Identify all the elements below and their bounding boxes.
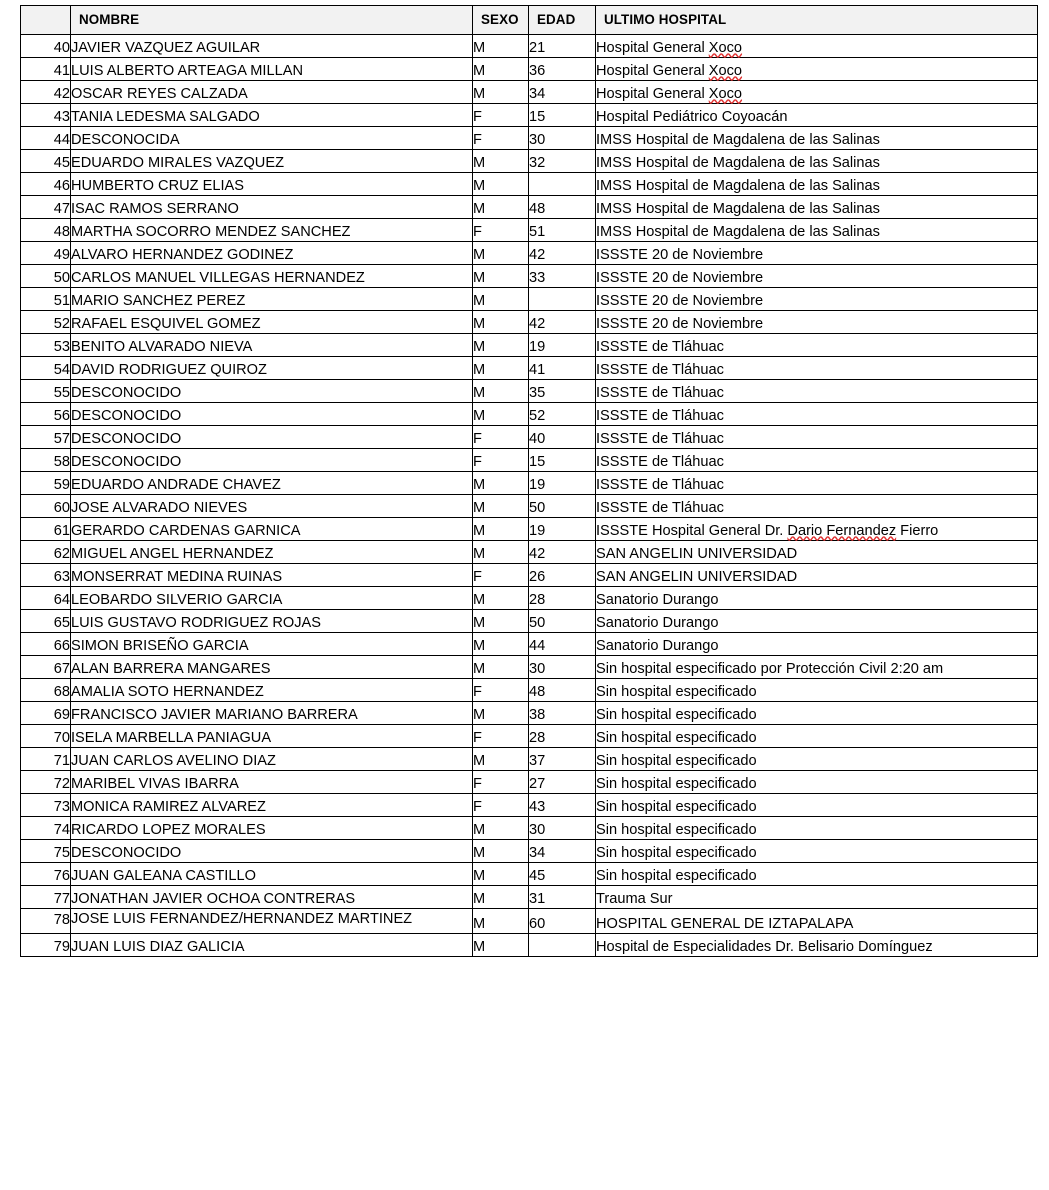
table-row xyxy=(21,817,1038,840)
cell-sexo: M xyxy=(473,587,529,610)
cell-nombre: DAVID RODRIGUEZ QUIROZ xyxy=(71,357,473,380)
cell-sexo: F xyxy=(473,127,529,150)
table-header xyxy=(21,6,1038,35)
cell-nombre: HUMBERTO CRUZ ELIAS xyxy=(71,173,473,196)
cell-nombre: RAFAEL ESQUIVEL GOMEZ xyxy=(71,311,473,334)
column-header-index xyxy=(21,6,71,35)
cell-edad: 21 xyxy=(529,35,596,58)
cell-edad: 26 xyxy=(529,564,596,587)
cell-ultimo-hospital: IMSS Hospital de Magdalena de las Salinas xyxy=(596,127,1038,150)
cell-nombre: JOSE LUIS FERNANDEZ/HERNANDEZ MARTINEZ xyxy=(71,909,473,934)
cell-nombre: EDUARDO MIRALES VAZQUEZ xyxy=(71,150,473,173)
cell-ultimo-hospital: Sanatorio Durango xyxy=(596,587,1038,610)
table-container xyxy=(20,5,1037,957)
cell-ultimo-hospital: HOSPITAL GENERAL DE IZTAPALAPA xyxy=(596,909,1038,934)
cell-index: 47 xyxy=(21,196,71,219)
table-row xyxy=(21,863,1038,886)
cell-nombre: JUAN CARLOS AVELINO DIAZ xyxy=(71,748,473,771)
cell-sexo: M xyxy=(473,35,529,58)
table-row xyxy=(21,886,1038,909)
cell-edad: 36 xyxy=(529,58,596,81)
cell-sexo: M xyxy=(473,150,529,173)
column-header-edad: EDAD xyxy=(529,6,596,35)
cell-index: 50 xyxy=(21,265,71,288)
cell-sexo: M xyxy=(473,610,529,633)
cell-edad: 19 xyxy=(529,472,596,495)
cell-ultimo-hospital: Sin hospital especificado xyxy=(596,817,1038,840)
cell-index: 53 xyxy=(21,334,71,357)
cell-edad: 45 xyxy=(529,863,596,886)
cell-edad: 33 xyxy=(529,265,596,288)
table-row xyxy=(21,104,1038,127)
cell-sexo: F xyxy=(473,794,529,817)
cell-edad: 15 xyxy=(529,449,596,472)
cell-sexo: M xyxy=(473,840,529,863)
cell-nombre: ALVARO HERNANDEZ GODINEZ xyxy=(71,242,473,265)
table-row xyxy=(21,909,1038,934)
cell-ultimo-hospital: ISSSTE de Tláhuac xyxy=(596,380,1038,403)
cell-index: 73 xyxy=(21,794,71,817)
cell-ultimo-hospital: ISSSTE de Tláhuac xyxy=(596,357,1038,380)
spellcheck-underline: Xoco xyxy=(708,85,743,102)
cell-sexo: M xyxy=(473,380,529,403)
table-row xyxy=(21,564,1038,587)
cell-nombre: TANIA LEDESMA SALGADO xyxy=(71,104,473,127)
cell-edad: 42 xyxy=(529,541,596,564)
table-row xyxy=(21,794,1038,817)
cell-ultimo-hospital: IMSS Hospital de Magdalena de las Salinas xyxy=(596,150,1038,173)
cell-edad: 34 xyxy=(529,81,596,104)
cell-sexo: M xyxy=(473,495,529,518)
cell-index: 64 xyxy=(21,587,71,610)
cell-edad: 40 xyxy=(529,426,596,449)
cell-edad xyxy=(529,288,596,311)
cell-nombre: FRANCISCO JAVIER MARIANO BARRERA xyxy=(71,702,473,725)
cell-edad xyxy=(529,173,596,196)
cell-edad: 32 xyxy=(529,150,596,173)
table-row xyxy=(21,656,1038,679)
cell-nombre: BENITO ALVARADO NIEVA xyxy=(71,334,473,357)
cell-edad: 30 xyxy=(529,817,596,840)
cell-sexo: M xyxy=(473,334,529,357)
cell-nombre: JONATHAN JAVIER OCHOA CONTRERAS xyxy=(71,886,473,909)
cell-ultimo-hospital: Sanatorio Durango xyxy=(596,610,1038,633)
cell-ultimo-hospital: Sin hospital especificado xyxy=(596,863,1038,886)
table-row xyxy=(21,587,1038,610)
cell-sexo: M xyxy=(473,472,529,495)
table-row xyxy=(21,840,1038,863)
cell-ultimo-hospital: Hospital General Xoco xyxy=(596,58,1038,81)
cell-sexo: F xyxy=(473,564,529,587)
cell-edad: 41 xyxy=(529,357,596,380)
cell-ultimo-hospital: Sin hospital especificado xyxy=(596,702,1038,725)
cell-nombre: JOSE ALVARADO NIEVES xyxy=(71,495,473,518)
cell-sexo: M xyxy=(473,311,529,334)
cell-ultimo-hospital: ISSSTE 20 de Noviembre xyxy=(596,242,1038,265)
cell-nombre: ALAN BARRERA MANGARES xyxy=(71,656,473,679)
cell-nombre: ISELA MARBELLA PANIAGUA xyxy=(71,725,473,748)
cell-nombre: DESCONOCIDO xyxy=(71,449,473,472)
cell-ultimo-hospital: Sin hospital especificado xyxy=(596,725,1038,748)
cell-index: 65 xyxy=(21,610,71,633)
cell-edad: 50 xyxy=(529,610,596,633)
spellcheck-underline: Dario Fernandez xyxy=(787,522,897,539)
cell-nombre: JAVIER VAZQUEZ AGUILAR xyxy=(71,35,473,58)
table-row xyxy=(21,334,1038,357)
cell-nombre: OSCAR REYES CALZADA xyxy=(71,81,473,104)
cell-nombre: MARTHA SOCORRO MENDEZ SANCHEZ xyxy=(71,219,473,242)
cell-ultimo-hospital: ISSSTE de Tláhuac xyxy=(596,334,1038,357)
victims-table xyxy=(20,5,1038,957)
cell-index: 54 xyxy=(21,357,71,380)
cell-index: 57 xyxy=(21,426,71,449)
table-row xyxy=(21,242,1038,265)
cell-ultimo-hospital: ISSSTE 20 de Noviembre xyxy=(596,288,1038,311)
cell-ultimo-hospital: Hospital General Xoco xyxy=(596,81,1038,104)
cell-index: 78 xyxy=(21,909,71,934)
table-row xyxy=(21,173,1038,196)
cell-ultimo-hospital: Sin hospital especificado xyxy=(596,840,1038,863)
cell-edad: 27 xyxy=(529,771,596,794)
cell-edad: 42 xyxy=(529,242,596,265)
cell-edad: 28 xyxy=(529,725,596,748)
cell-index: 68 xyxy=(21,679,71,702)
table-row xyxy=(21,403,1038,426)
column-header-nombre: NOMBRE xyxy=(71,6,473,35)
cell-edad: 35 xyxy=(529,380,596,403)
cell-edad: 38 xyxy=(529,702,596,725)
cell-edad: 37 xyxy=(529,748,596,771)
cell-nombre: MARIO SANCHEZ PEREZ xyxy=(71,288,473,311)
cell-index: 62 xyxy=(21,541,71,564)
cell-edad xyxy=(529,934,596,957)
cell-edad: 30 xyxy=(529,656,596,679)
table-row xyxy=(21,357,1038,380)
cell-sexo: F xyxy=(473,679,529,702)
cell-index: 70 xyxy=(21,725,71,748)
cell-ultimo-hospital: IMSS Hospital de Magdalena de las Salinas xyxy=(596,219,1038,242)
cell-sexo: M xyxy=(473,58,529,81)
table-row xyxy=(21,633,1038,656)
cell-nombre: SIMON BRISEÑO GARCIA xyxy=(71,633,473,656)
table-row xyxy=(21,541,1038,564)
cell-index: 59 xyxy=(21,472,71,495)
cell-ultimo-hospital: ISSSTE de Tláhuac xyxy=(596,495,1038,518)
cell-sexo: F xyxy=(473,771,529,794)
cell-nombre: MARIBEL VIVAS IBARRA xyxy=(71,771,473,794)
cell-index: 60 xyxy=(21,495,71,518)
cell-nombre: JUAN GALEANA CASTILLO xyxy=(71,863,473,886)
cell-index: 44 xyxy=(21,127,71,150)
table-row xyxy=(21,311,1038,334)
table-row xyxy=(21,934,1038,957)
cell-nombre: AMALIA SOTO HERNANDEZ xyxy=(71,679,473,702)
cell-index: 45 xyxy=(21,150,71,173)
table-row xyxy=(21,472,1038,495)
cell-ultimo-hospital: ISSSTE de Tláhuac xyxy=(596,426,1038,449)
table-row xyxy=(21,725,1038,748)
cell-index: 42 xyxy=(21,81,71,104)
cell-index: 63 xyxy=(21,564,71,587)
cell-ultimo-hospital: SAN ANGELIN UNIVERSIDAD xyxy=(596,564,1038,587)
spellcheck-underline: Xoco xyxy=(708,39,743,56)
cell-edad: 43 xyxy=(529,794,596,817)
table-row xyxy=(21,219,1038,242)
cell-sexo: M xyxy=(473,357,529,380)
table-row xyxy=(21,771,1038,794)
cell-sexo: M xyxy=(473,196,529,219)
cell-ultimo-hospital: ISSSTE Hospital General Dr. Dario Fernandez Fierro xyxy=(596,518,1038,541)
table-body xyxy=(21,35,1038,957)
cell-index: 77 xyxy=(21,886,71,909)
table-row xyxy=(21,449,1038,472)
cell-sexo: M xyxy=(473,173,529,196)
cell-edad: 34 xyxy=(529,840,596,863)
cell-nombre: LEOBARDO SILVERIO GARCIA xyxy=(71,587,473,610)
cell-ultimo-hospital: Sanatorio Durango xyxy=(596,633,1038,656)
cell-edad: 50 xyxy=(529,495,596,518)
cell-nombre: DESCONOCIDO xyxy=(71,426,473,449)
table-row xyxy=(21,196,1038,219)
cell-sexo: M xyxy=(473,909,529,934)
cell-nombre: DESCONOCIDA xyxy=(71,127,473,150)
cell-index: 55 xyxy=(21,380,71,403)
cell-sexo: M xyxy=(473,934,529,957)
cell-sexo: M xyxy=(473,633,529,656)
cell-index: 76 xyxy=(21,863,71,886)
cell-ultimo-hospital: ISSSTE de Tláhuac xyxy=(596,449,1038,472)
column-header-ultimo-hospital: ULTIMO HOSPITAL xyxy=(596,6,1038,35)
cell-sexo: M xyxy=(473,541,529,564)
cell-nombre: DESCONOCIDO xyxy=(71,403,473,426)
cell-nombre: EDUARDO ANDRADE CHAVEZ xyxy=(71,472,473,495)
table-row xyxy=(21,150,1038,173)
cell-sexo: M xyxy=(473,886,529,909)
cell-index: 46 xyxy=(21,173,71,196)
cell-nombre: GERARDO CARDENAS GARNICA xyxy=(71,518,473,541)
cell-ultimo-hospital: Hospital de Especialidades Dr. Belisario Domínguez xyxy=(596,934,1038,957)
header-row xyxy=(21,6,1038,35)
cell-ultimo-hospital: ISSSTE 20 de Noviembre xyxy=(596,265,1038,288)
cell-nombre: DESCONOCIDO xyxy=(71,840,473,863)
cell-sexo: M xyxy=(473,403,529,426)
cell-edad: 42 xyxy=(529,311,596,334)
cell-edad: 52 xyxy=(529,403,596,426)
cell-edad: 44 xyxy=(529,633,596,656)
cell-index: 71 xyxy=(21,748,71,771)
cell-nombre: ISAC RAMOS SERRANO xyxy=(71,196,473,219)
cell-edad: 30 xyxy=(529,127,596,150)
cell-edad: 19 xyxy=(529,334,596,357)
cell-sexo: M xyxy=(473,242,529,265)
cell-sexo: M xyxy=(473,702,529,725)
table-row xyxy=(21,58,1038,81)
cell-edad: 48 xyxy=(529,679,596,702)
table-row xyxy=(21,518,1038,541)
cell-sexo: F xyxy=(473,449,529,472)
cell-nombre: MONICA RAMIREZ ALVAREZ xyxy=(71,794,473,817)
table-row xyxy=(21,288,1038,311)
cell-sexo: M xyxy=(473,265,529,288)
cell-ultimo-hospital: Sin hospital especificado xyxy=(596,679,1038,702)
cell-ultimo-hospital: ISSSTE de Tláhuac xyxy=(596,403,1038,426)
table-row xyxy=(21,380,1038,403)
cell-index: 41 xyxy=(21,58,71,81)
cell-nombre: LUIS GUSTAVO RODRIGUEZ ROJAS xyxy=(71,610,473,633)
cell-edad: 15 xyxy=(529,104,596,127)
cell-index: 49 xyxy=(21,242,71,265)
cell-sexo: F xyxy=(473,725,529,748)
cell-edad: 48 xyxy=(529,196,596,219)
cell-ultimo-hospital: IMSS Hospital de Magdalena de las Salinas xyxy=(596,196,1038,219)
cell-edad: 19 xyxy=(529,518,596,541)
cell-index: 67 xyxy=(21,656,71,679)
cell-edad: 51 xyxy=(529,219,596,242)
cell-sexo: M xyxy=(473,518,529,541)
cell-ultimo-hospital: SAN ANGELIN UNIVERSIDAD xyxy=(596,541,1038,564)
cell-ultimo-hospital: IMSS Hospital de Magdalena de las Salinas xyxy=(596,173,1038,196)
cell-nombre: RICARDO LOPEZ MORALES xyxy=(71,817,473,840)
cell-sexo: F xyxy=(473,426,529,449)
cell-index: 43 xyxy=(21,104,71,127)
cell-ultimo-hospital: Sin hospital especificado por Protección Civil 2:20 am xyxy=(596,656,1038,679)
table-row xyxy=(21,748,1038,771)
cell-nombre: LUIS ALBERTO ARTEAGA MILLAN xyxy=(71,58,473,81)
cell-sexo: F xyxy=(473,104,529,127)
cell-index: 48 xyxy=(21,219,71,242)
table-row xyxy=(21,265,1038,288)
table-row xyxy=(21,127,1038,150)
table-row xyxy=(21,495,1038,518)
cell-index: 61 xyxy=(21,518,71,541)
spellcheck-underline: Xoco xyxy=(708,62,743,79)
cell-index: 58 xyxy=(21,449,71,472)
cell-index: 79 xyxy=(21,934,71,957)
table-row xyxy=(21,426,1038,449)
cell-index: 40 xyxy=(21,35,71,58)
cell-nombre: DESCONOCIDO xyxy=(71,380,473,403)
cell-ultimo-hospital: Sin hospital especificado xyxy=(596,748,1038,771)
cell-sexo: M xyxy=(473,81,529,104)
cell-ultimo-hospital: Sin hospital especificado xyxy=(596,771,1038,794)
cell-ultimo-hospital: ISSSTE de Tláhuac xyxy=(596,472,1038,495)
cell-nombre: CARLOS MANUEL VILLEGAS HERNANDEZ xyxy=(71,265,473,288)
cell-index: 66 xyxy=(21,633,71,656)
cell-index: 56 xyxy=(21,403,71,426)
column-header-sexo: SEXO xyxy=(473,6,529,35)
cell-ultimo-hospital: ISSSTE 20 de Noviembre xyxy=(596,311,1038,334)
cell-ultimo-hospital: Sin hospital especificado xyxy=(596,794,1038,817)
table-row xyxy=(21,702,1038,725)
cell-index: 51 xyxy=(21,288,71,311)
cell-nombre: JUAN LUIS DIAZ GALICIA xyxy=(71,934,473,957)
cell-index: 74 xyxy=(21,817,71,840)
cell-sexo: M xyxy=(473,863,529,886)
cell-edad: 28 xyxy=(529,587,596,610)
table-row xyxy=(21,679,1038,702)
cell-ultimo-hospital: Hospital Pediátrico Coyoacán xyxy=(596,104,1038,127)
cell-nombre: MIGUEL ANGEL HERNANDEZ xyxy=(71,541,473,564)
table-row xyxy=(21,81,1038,104)
cell-index: 75 xyxy=(21,840,71,863)
cell-ultimo-hospital: Trauma Sur xyxy=(596,886,1038,909)
cell-sexo: M xyxy=(473,748,529,771)
cell-index: 72 xyxy=(21,771,71,794)
cell-index: 69 xyxy=(21,702,71,725)
cell-sexo: F xyxy=(473,219,529,242)
table-row xyxy=(21,610,1038,633)
cell-index: 52 xyxy=(21,311,71,334)
cell-nombre: MONSERRAT MEDINA RUINAS xyxy=(71,564,473,587)
cell-edad: 31 xyxy=(529,886,596,909)
cell-sexo: M xyxy=(473,656,529,679)
cell-ultimo-hospital: Hospital General Xoco xyxy=(596,35,1038,58)
cell-edad: 60 xyxy=(529,909,596,934)
cell-sexo: M xyxy=(473,288,529,311)
cell-sexo: M xyxy=(473,817,529,840)
table-row xyxy=(21,35,1038,58)
